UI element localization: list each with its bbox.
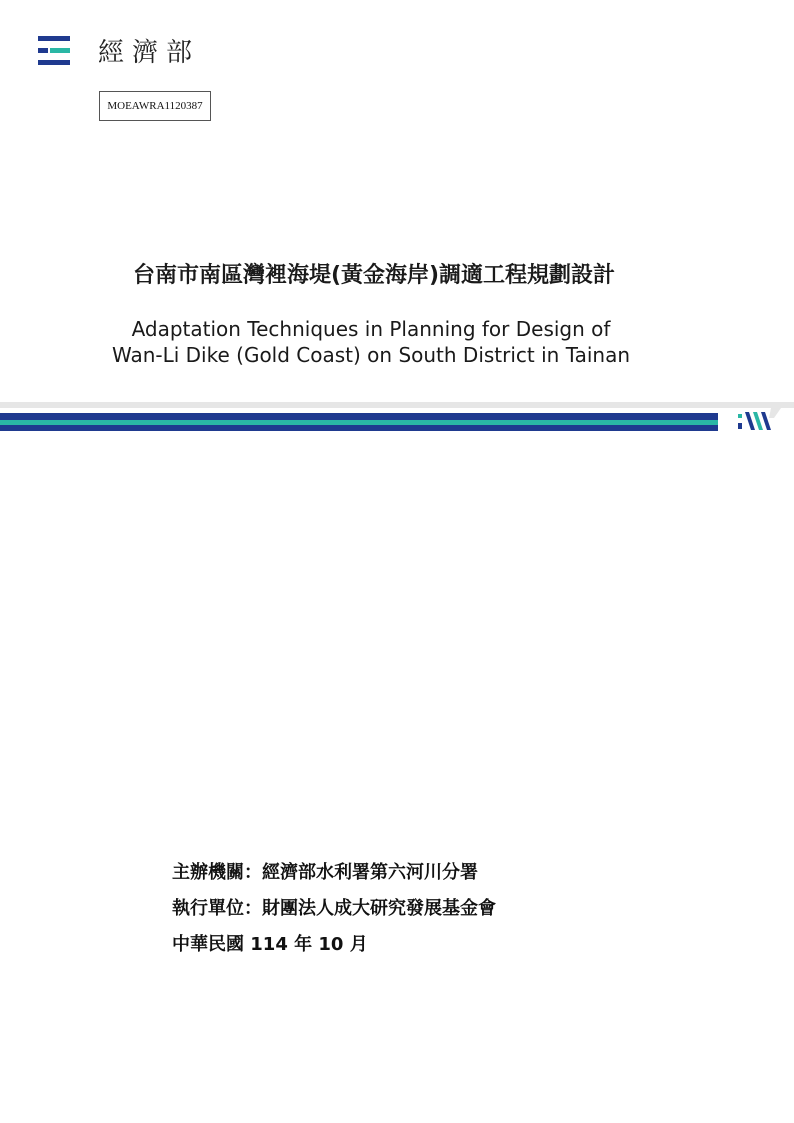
title-english-line1: Adaptation Techniques in Planning for Design of [131, 317, 611, 341]
date-line: 中華民國 114 年 10 月 [172, 934, 368, 955]
title-chinese: 台南市南區灣裡海堤(黃金海岸)調適工程規劃設計 [132, 263, 616, 288]
agency-name: 經濟部 [98, 38, 201, 68]
navy-stripe-lower [0, 425, 718, 431]
wra-logo-icon [738, 408, 781, 430]
gray-stripe [0, 402, 794, 408]
organizer-line: 主辦機關：經濟部水利署第六河川分署 [172, 862, 478, 883]
executor-line: 執行單位：財團法人成大研究發展基金會 [172, 898, 496, 919]
teal-stripe [0, 420, 718, 425]
document-id-box: MOEAWRA1120387 [99, 91, 211, 121]
title-english [0, 316, 742, 368]
publication-info [172, 860, 496, 968]
decorative-stripes [0, 402, 794, 436]
navy-stripe [0, 413, 718, 420]
title-english-line2: Wan-Li Dike (Gold Coast) on South District in Tainan [111, 343, 631, 367]
